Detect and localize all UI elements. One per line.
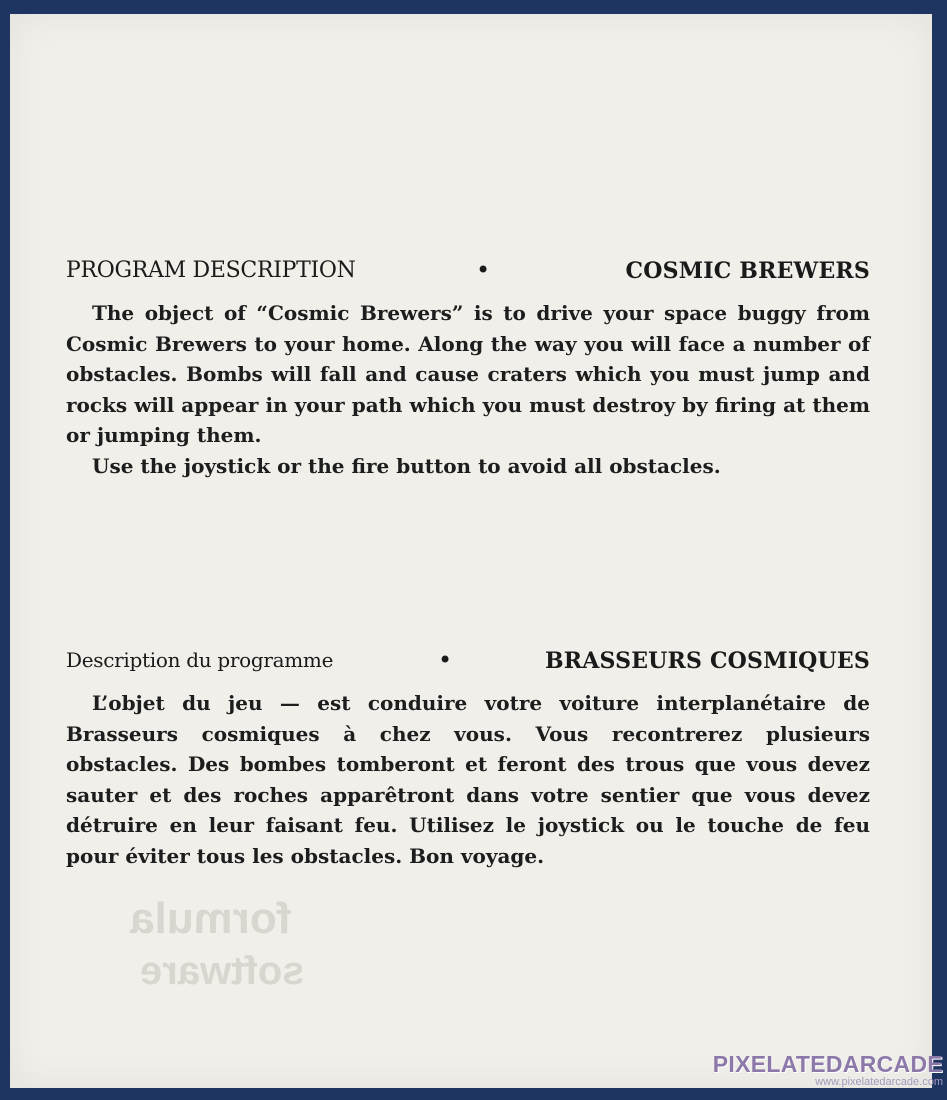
french-paragraph-1: L’objet du jeu — est conduire votre voiture interplanétaire de Brasseurs cosmiques à chez vous. Vous recontrerez plusieurs obstacles. Des bombes tomberont et feront des trous que vous devez sauter et des roches apparêtront dans votre sentier que vous devez détruire en leur faisant feu. Utilisez le joystick ou le touche de feu pour éviter tous les obstacles. Bon voyage. xyxy=(66,691,870,868)
english-game-title: COSMIC BREWERS xyxy=(625,258,870,284)
site-watermark xyxy=(713,1051,943,1088)
french-section xyxy=(66,648,870,871)
english-heading-bullet: • xyxy=(476,256,491,284)
english-heading-label: PROGRAM DESCRIPTION xyxy=(66,258,356,283)
manual-page xyxy=(10,14,932,1088)
french-heading-label: Description du programme xyxy=(66,648,334,672)
show-through-shadow: software xyxy=(140,949,305,993)
french-heading-bullet: • xyxy=(438,646,453,674)
watermark-name: PIXELATEDARCADE xyxy=(712,1051,943,1077)
english-paragraph-2: Use the joystick or the fire button to avoid all obstacles. xyxy=(92,453,721,478)
show-through-shadow: formula xyxy=(130,894,292,943)
english-heading xyxy=(66,258,870,290)
english-section xyxy=(66,258,870,481)
french-game-title: BRASSEURS COSMIQUES xyxy=(544,648,870,674)
watermark-url: www.pixelatedarcade.com xyxy=(815,1076,943,1088)
english-description xyxy=(66,298,870,481)
french-heading xyxy=(66,648,870,680)
english-paragraph-1: The object of “Cosmic Brewers” is to drive your space buggy from Cosmic Brewers to your home. Along the way you will face a number of obstacles. Bombs will fall and cause craters which you must jump and rocks will appear in your path which you must destroy by firing at them or jumping them. xyxy=(66,301,870,447)
french-description xyxy=(66,688,870,871)
